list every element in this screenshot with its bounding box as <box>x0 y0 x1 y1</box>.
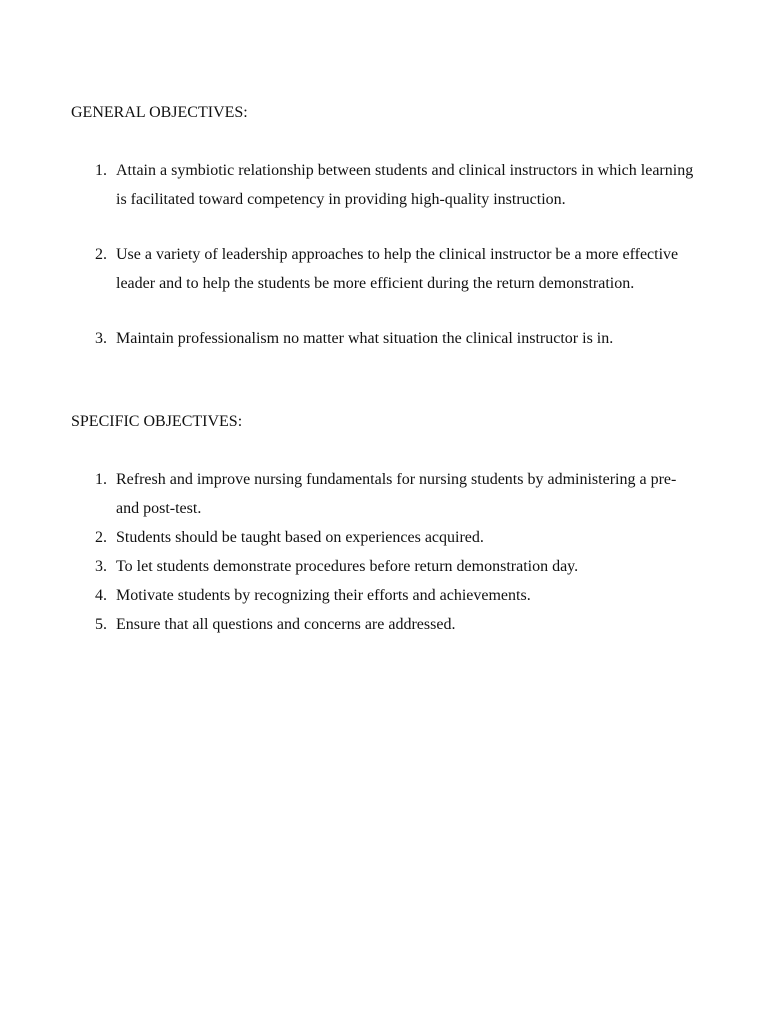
list-item <box>71 324 696 353</box>
list-item <box>71 610 696 639</box>
list-item-number: 3. <box>95 558 107 575</box>
list-item-text: Motivate students by recognizing their efforts and achievements. <box>116 587 531 604</box>
list-item-number: 4. <box>95 587 107 604</box>
list-item <box>71 581 696 610</box>
list-item-number: 2. <box>95 529 107 546</box>
list-item <box>71 465 696 523</box>
list-item-text: Students should be taught based on experiences acquired. <box>116 529 484 546</box>
general-objectives-list <box>71 156 696 353</box>
list-item-text: Attain a symbiotic relationship between students and clinical instructors in which learning is facilitated toward competency in providing high-quality instruction. <box>116 162 694 208</box>
list-item-number: 5. <box>95 616 107 633</box>
list-item-text: Ensure that all questions and concerns are addressed. <box>116 616 456 633</box>
list-item-text: Use a variety of leadership approaches to help the clinical instructor be a more effective leader and to help the students be more efficient during the return demonstration. <box>116 246 679 292</box>
specific-objectives-heading: SPECIFIC OBJECTIVES: <box>71 413 243 430</box>
list-item-number: 1. <box>95 162 107 179</box>
list-item <box>71 240 696 298</box>
list-item-number: 1. <box>95 471 107 488</box>
list-item-text: Refresh and improve nursing fundamentals for nursing students by administering a pre-and post-test. <box>116 471 677 517</box>
list-item <box>71 523 696 552</box>
list-item-number: 3. <box>95 330 107 347</box>
list-item <box>71 552 696 581</box>
general-objectives-heading: GENERAL OBJECTIVES: <box>71 104 248 121</box>
specific-objectives-list <box>71 465 696 639</box>
list-item-text: To let students demonstrate procedures before return demonstration day. <box>116 558 579 575</box>
list-item-text: Maintain professionalism no matter what situation the clinical instructor is in. <box>116 330 614 347</box>
list-item <box>71 156 696 214</box>
list-item-number: 2. <box>95 246 107 263</box>
